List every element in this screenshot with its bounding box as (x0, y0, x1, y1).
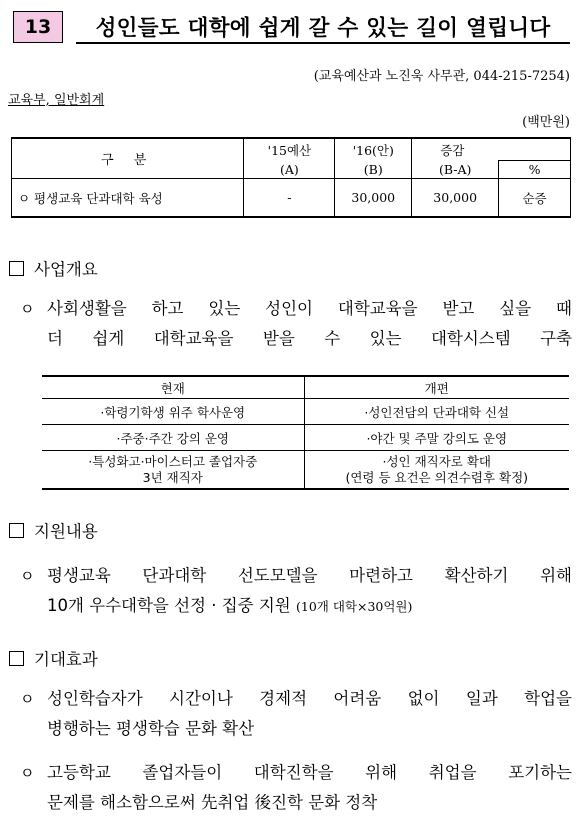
page-title: 성인들도 대학에 쉽게 갈 수 있는 길이 열립니다 (76, 10, 570, 44)
support-line-2 (47, 591, 572, 621)
checkbox-square-icon (9, 523, 24, 538)
budget-header-diff: (B-A) (412, 161, 499, 179)
budget-row-pct: 순증 (499, 179, 571, 218)
section-overview-title: 사업개요 (34, 260, 98, 279)
compare-header-reform: 개편 (304, 376, 569, 399)
budget-row-item: ㅇ 평생교육 단과대학 육성 (12, 179, 244, 218)
budget-row-fy16: 30,000 (335, 179, 412, 218)
budget-header-category: 구 분 (12, 138, 244, 179)
effects-bullet-1 (20, 684, 572, 744)
contact-info: (교육예산과 노진욱 사무관, 044-215-7254) (313, 69, 570, 84)
section-number-badge: 13 (13, 11, 63, 43)
bullet-marker: ㅇ (20, 300, 35, 318)
compare-current-3 (42, 451, 304, 490)
bullet-marker: ㅇ (20, 567, 35, 585)
overview-line-2: 더 쉽게 대학교육을 받을 수 있는 대학시스템 구축 (47, 329, 572, 348)
comparison-table (42, 375, 569, 490)
support-line-2-main: 10개 우수대학을 선정 · 집중 지원 (47, 596, 291, 615)
section-support (9, 518, 98, 542)
section-effects (9, 646, 98, 670)
compare-reform-3 (304, 451, 569, 490)
budget-table (11, 137, 571, 218)
compare-reform-3-line2: (연령 등 요건은 의견수렴후 확정) (345, 469, 529, 485)
compare-current-3-line2: 3년 재직자 (142, 469, 203, 485)
section-support-title: 지원내용 (34, 522, 98, 541)
budget-header-fy16-code: (B) (335, 161, 412, 179)
compare-reform-2: ·야간 및 주말 강의도 운영 (304, 425, 569, 451)
unit-label: (백만원) (522, 115, 570, 130)
checkbox-square-icon (9, 261, 24, 276)
compare-reform-3-line1: ·성인 재직자로 확대 (382, 453, 492, 469)
budget-header-fy15: '15예산 (244, 138, 335, 161)
bullet-marker: ㅇ (20, 764, 35, 782)
effects-2-line-1: 고등학교 졸업자들이 대학진학을 위해 취업을 포기하는 (47, 763, 572, 782)
compare-current-2: ·주중·주간 강의 운영 (42, 425, 304, 451)
bullet-marker: ㅇ (20, 690, 35, 708)
budget-row-diff: 30,000 (412, 179, 499, 218)
compare-current-3-line1: ·특성화고·마이스터고 졸업자중 (88, 453, 258, 469)
budget-header-fy15-code: (A) (244, 161, 335, 179)
budget-header-pct: % (499, 161, 571, 179)
budget-header-change: 증감 (412, 138, 571, 161)
effects-bullet-2 (20, 758, 572, 818)
support-line-1: 평생교육 단과대학 선도모델을 마련하고 확산하기 위해 (47, 566, 572, 585)
ministry-account: 교육부, 일반회계 (8, 93, 105, 108)
section-overview (9, 256, 98, 280)
effects-2-line-2: 문제를 해소함으로써 先취업 後진학 문화 정착 (47, 793, 378, 812)
checkbox-square-icon (9, 651, 24, 666)
overview-bullet (20, 294, 572, 354)
budget-row-fy15: - (244, 179, 335, 218)
support-bullet (20, 561, 572, 621)
overview-line-1: 사회생활을 하고 있는 성인이 대학교육을 받고 싶을 때 (47, 299, 572, 318)
effects-1-line-1: 성인학습자가 시간이나 경제적 어려움 없이 일과 학업을 (47, 689, 572, 708)
compare-header-current: 현재 (42, 376, 304, 399)
section-effects-title: 기대효과 (34, 650, 98, 669)
compare-current-1: ·학령기학생 위주 학사운영 (42, 399, 304, 425)
effects-1-line-2: 병행하는 평생학습 문화 확산 (47, 719, 255, 738)
support-line-2-note: (10개 대학×30억원) (295, 599, 413, 614)
budget-header-fy16: '16(안) (335, 138, 412, 161)
compare-reform-1: ·성인전담의 단과대학 신설 (304, 399, 569, 425)
